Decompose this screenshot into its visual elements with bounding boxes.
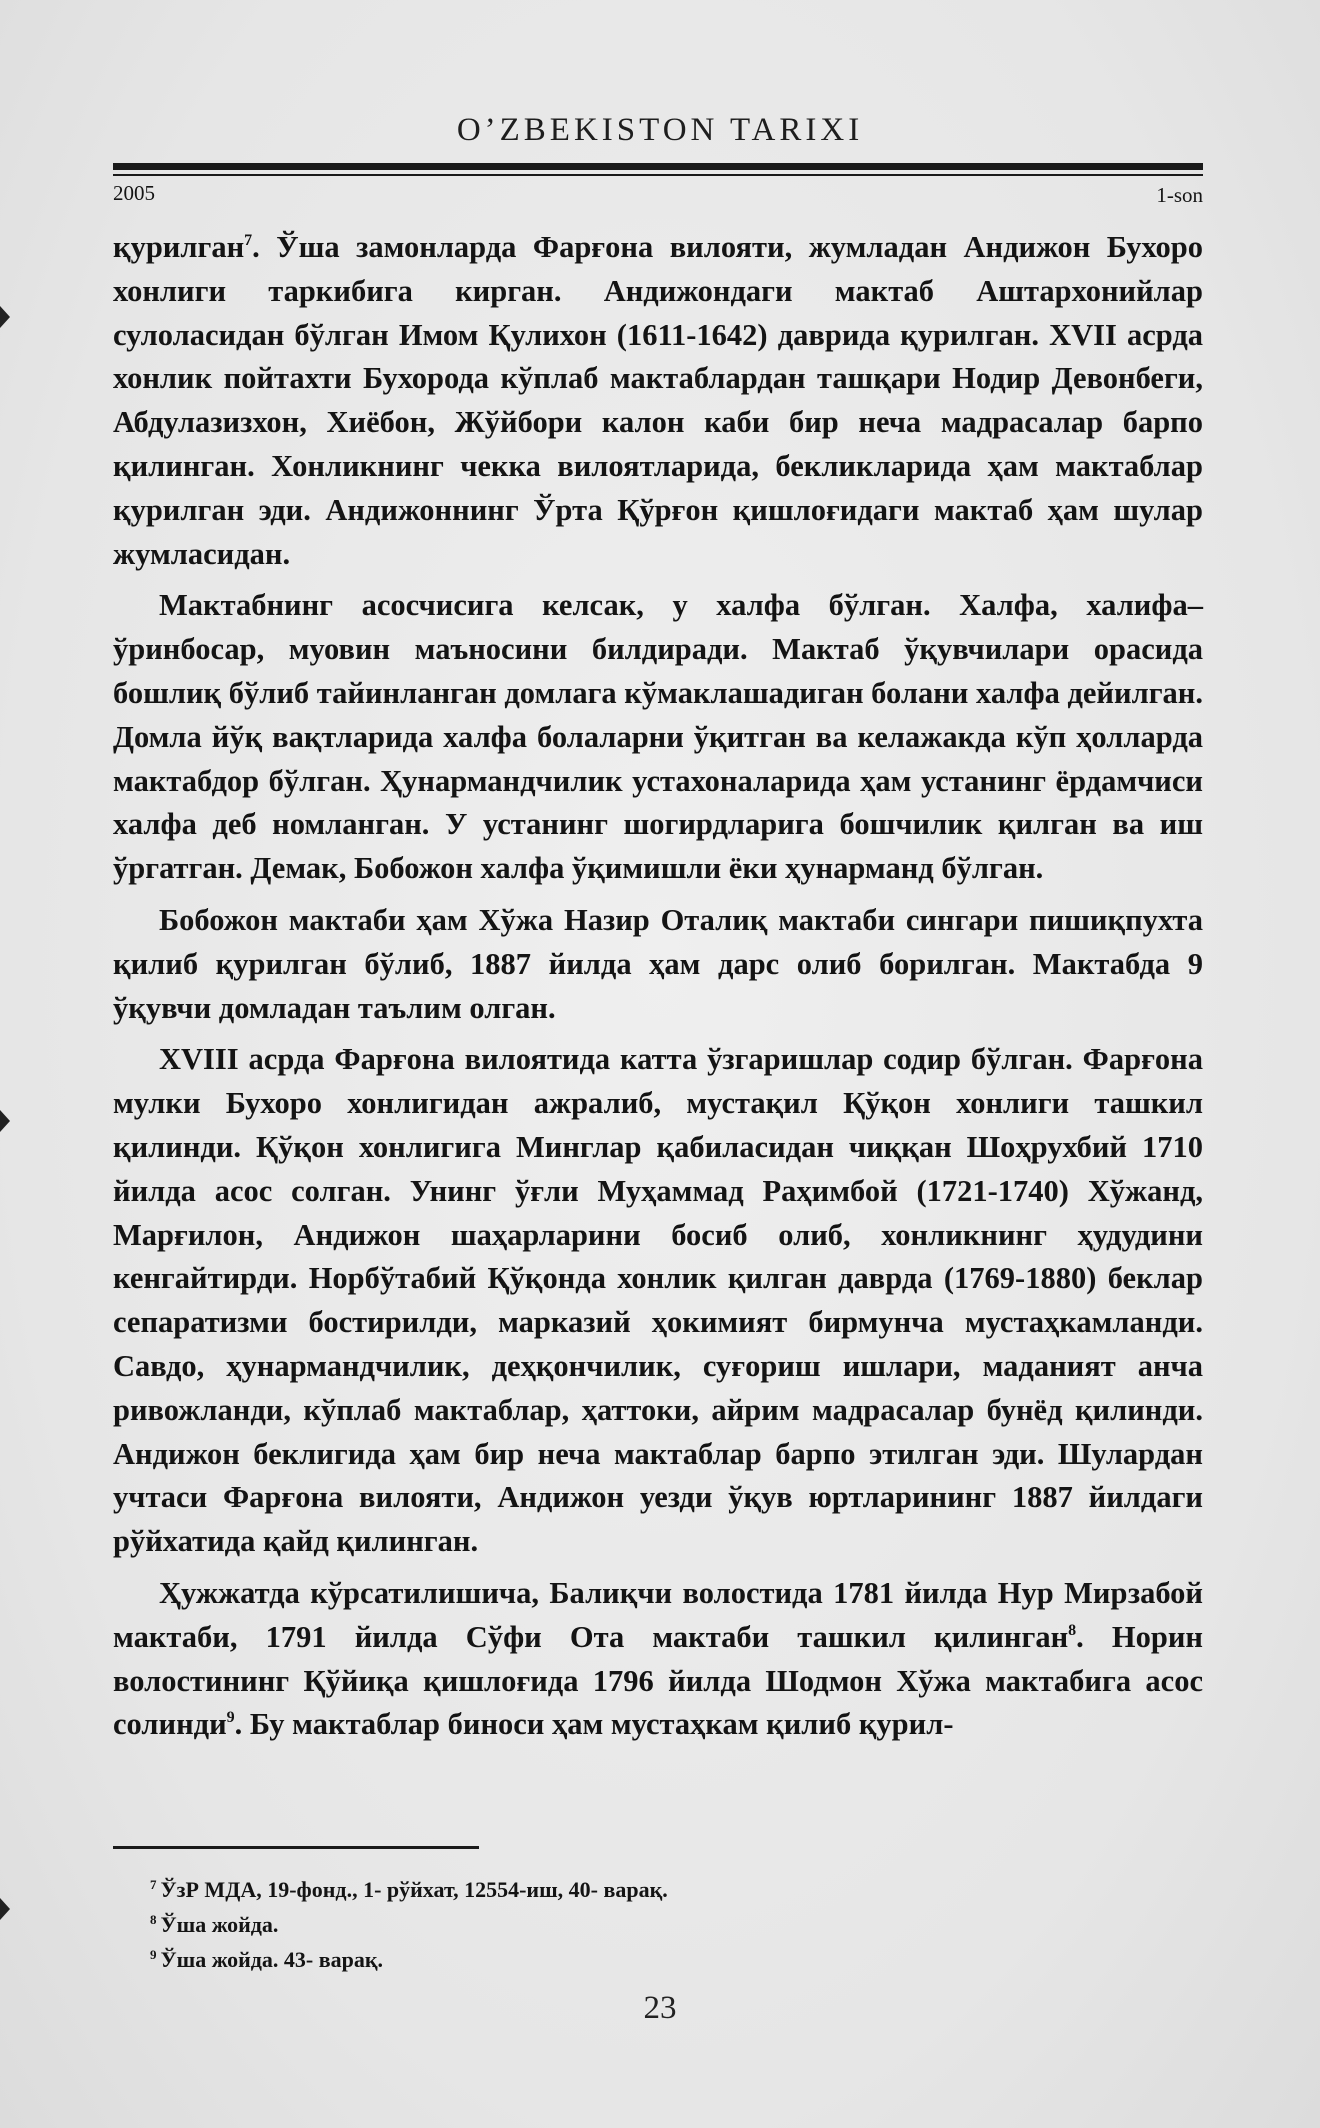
footnote-ref-9[interactable]: 9	[226, 1709, 235, 1727]
paragraph-5: Ҳужжатда кўрсатилишича, Балиқчи волостида 1781 йилда Нур Мирзабой мактаби, 1791 йилда Сўфи Ота мактаби ташкил қилинган$^8$. Норин волостининг Қўйиқа қишлоғида 1796 йилда Шодмон Хўжа мактабига асос солинди$^9$. Бу мактаблар биноси ҳам мустаҳкам қилиб қурил-	[113, 1575, 1203, 1742]
paragraph-3: Бобожон мактаби ҳам Хўжа Назир Оталиқ мактаби сингари пишиқпухта қилиб қурилган бўлиб, 1887 йилда ҳам дарс олиб борилган. Мактабда 9 ўқувчи домладан таълим олган.	[113, 902, 1203, 1025]
footnote-ref-8[interactable]: 8	[1068, 1621, 1077, 1639]
footnote-ref-7[interactable]: 7	[244, 232, 253, 249]
header-rule-thin	[113, 174, 1203, 176]
paragraph-4: XVIII асрда Фарғона вилоятида катта ўзгаришлар содир бўлган. Фарғона мулки Бухоро хонлигидан ажралиб, мустақил Қўқон хонлиги ташкил қилинди. Қўқон хонлигига Минглар қабиласидан чиққан Шоҳрухбий 1710 йилда асос солган. Унинг ўғли Муҳаммад Раҳимбой (1721-1740) Хўжанд, Марғилон, Андижон шаҳарларини босиб олиб, хонликнинг ҳудудини кенгайтирди. Норбўтабий Қўқонда хонлик қилган даврда (1769-1880) беклар сепаратизми бостирилди, марказий ҳокимият бирмунча мустаҳкамланди. Савдо, ҳунармандчилик, деҳқончилик, суғориш ишлари, маданият анча ривожланди, кўплаб мактаблар, ҳаттоки, айрим мадрасалар бунёд қилинди. Андижон беклигида ҳам бир неча мактаблар барпо этилган эди. Шулардан учтаси Фарғона вилояти, Андижон уезди ўқув юртларининг 1887 йилдаги рўйхатида қайд қилинган.	[113, 1042, 1203, 1559]
footnote-divider	[113, 1846, 479, 1849]
footnote-7: $^7$ ЎзР МДА, 19-фонд., 1- рўйхат, 12554-иш, 40- варақ.	[150, 1877, 668, 1902]
margin-mark	[0, 306, 10, 328]
header-year: 2005	[113, 181, 155, 205]
footnotes	[150, 1872, 668, 1977]
footnote-9: $^9$ Ўша жойда. 43- варақ.	[150, 1947, 384, 1972]
header-rule-thick	[113, 163, 1203, 170]
footnote-8: $^8$ Ўша жойда.	[150, 1912, 279, 1937]
article-body	[113, 226, 1203, 1747]
margin-mark	[0, 1898, 10, 1920]
paragraph-1: қурилган$^7$. Ўша замонларда Фарғона вилояти, жумладан Андижон Бухоро хонлиги таркибига кирган. Андижондаги мактаб Аштархонийлар сулоласидан бўлган Имом Қулихон (1611-1642) даврида қурилган. XVII асрда хонлик пойтахти Бухорода кўплаб мактаблардан ташқари Нодир Девонбеги, Абдулазизхон, Хиёбон, Жўйбори калон каби бир неча мадрасалар барпо қилинган. Хонликнинг чекка вилоятларида, бекликларида ҳам мактаблар қурилган эди. Андижоннинг Ўрта Қўрғон қишлоғидаги мактаб ҳам шулар жумласидан.	[113, 230, 1203, 571]
journal-title: O’ZBEKISTON TARIXI	[456, 112, 864, 148]
margin-mark	[0, 1110, 10, 1132]
header-issue: 1-son	[1156, 183, 1203, 207]
paragraph-2: Мактабнинг асосчисига келсак, у халфа бўлган. Халфа, халифа–ўринбосар, муовин маъносини билдиради. Мактаб ўқувчилари орасида бошлиқ бўлиб тайинланган домлага кўмаклашадиган болани халфа дейилган. Домла йўқ вақтларида халфа болаларни ўқитган ва келажакда кўп ҳолларда мактабдор бўлган. Ҳунармандчилик устахоналарида ҳам устанинг ёрдамчиси халфа деб номланган. У устанинг шогирдларига бошчилик қилган ва иш ўргатган. Демак, Бобожон халфа ўқимишли ёки ҳунарманд бўлган.	[113, 588, 1203, 886]
page-number: 23	[643, 1990, 677, 2026]
